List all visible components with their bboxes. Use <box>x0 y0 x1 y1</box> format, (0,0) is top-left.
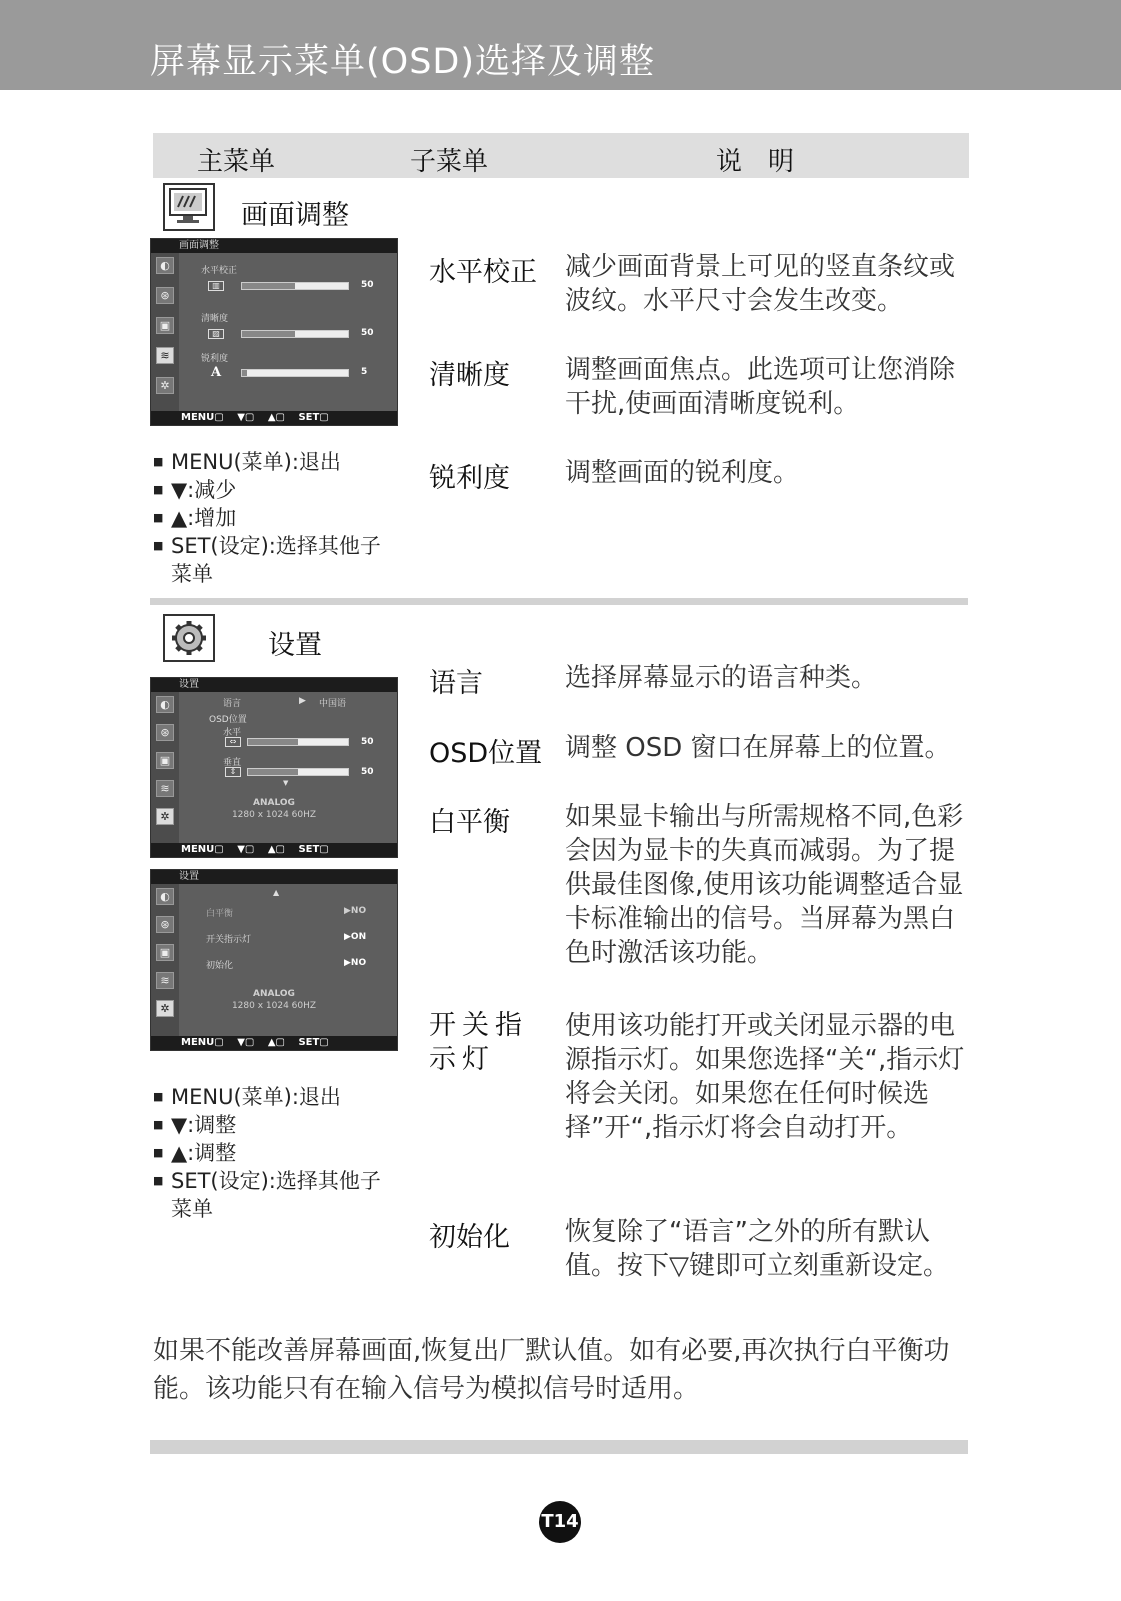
header-explanation: 说 明 <box>716 147 795 177</box>
osd-tab-position-icon: ▣ <box>156 752 174 769</box>
osd-picture-menu <box>150 238 398 426</box>
picture-key-list <box>153 448 398 588</box>
osd-slider <box>241 282 349 290</box>
osd-tab-position-icon: ▣ <box>156 317 174 334</box>
osd-setup-menu-1 <box>150 677 398 858</box>
osd-item-label: 初始化 <box>206 961 234 971</box>
osd-title: 画面调整 <box>151 239 397 253</box>
osd-signal: ANALOG <box>253 798 295 808</box>
entry-term: 白平衡 <box>429 807 510 838</box>
bottom-rule <box>150 1440 968 1454</box>
header-sub-menu: 子菜单 <box>410 147 489 177</box>
sharpness-icon: A <box>211 365 222 380</box>
horizontal-position-icon: ⇔ <box>225 737 241 747</box>
entry-desc: 选择屏幕显示的语言种类。 <box>565 663 878 693</box>
osd-resolution: 1280 x 1024 60HZ <box>231 810 317 820</box>
osd-v-label: 垂直 <box>223 758 242 768</box>
osd-item-label: 锐利度 <box>201 354 229 364</box>
osd-item-label: 白平衡 <box>206 909 234 919</box>
osd-tab-color-icon: ⊛ <box>156 724 174 741</box>
osd-tab-picture-icon: ≋ <box>156 972 174 989</box>
osd-footer: MENU▢ ▼▢ ▲▢ SET▢ <box>151 411 397 425</box>
osd-tab-position-icon: ▣ <box>156 944 174 961</box>
osd-tab-color-icon: ⊛ <box>156 916 174 933</box>
entry-desc: 恢复除了“语言”之外的所有默认值。按下▽键即可立刻重新设定。 <box>565 1217 949 1281</box>
osd-arrow-icon: ▶ <box>299 696 306 706</box>
osd-tab-setup-icon: ✲ <box>156 377 174 394</box>
osd-language-label: 语言 <box>223 699 242 709</box>
osd-slider <box>241 369 349 377</box>
list-item: ■ ▼:调整 <box>153 1111 398 1139</box>
osd-item-label: 开关指示灯 <box>206 935 252 945</box>
entry-desc: 如果显卡输出与所需规格不同,色彩会因为显卡的失真而减弱。为了提供最佳图像,使用该功能调整适合显卡标准输出的信号。当屏幕为黑白色时激活该功能。 <box>565 802 964 968</box>
osd-sidebar <box>151 884 179 1036</box>
setup-section-title: 设置 <box>268 630 322 661</box>
osd-item-value: ▶NO <box>344 906 367 916</box>
osd-tab-picture-icon: ≋ <box>156 780 174 797</box>
top-banner <box>0 0 1121 90</box>
vertical-position-icon: ⇕ <box>225 767 241 777</box>
list-item: ■ ▲:调整 <box>153 1139 398 1167</box>
list-item: ■ MENU(菜单):退出 <box>153 1083 398 1111</box>
osd-tab-setup-icon: ✲ <box>156 1000 174 1017</box>
entry-term: 清晰度 <box>429 360 510 391</box>
setup-key-list <box>153 1083 398 1223</box>
osd-sidebar <box>151 253 179 411</box>
osd-item-label: 清晰度 <box>201 314 229 324</box>
osd-position-label: OSD位置 <box>209 715 247 725</box>
gear-icon <box>163 614 215 662</box>
page-title: 屏幕显示菜单(OSD)选择及调整 <box>150 42 656 82</box>
entry-term: 初始化 <box>429 1222 510 1253</box>
osd-slider <box>247 738 349 746</box>
osd-tab-brightness-icon: ◐ <box>156 257 174 274</box>
list-item: ■ ▲:增加 <box>153 504 398 532</box>
osd-title: 设置 <box>151 678 397 692</box>
osd-slider <box>241 330 349 338</box>
entry-term: 开关指示灯 <box>429 1010 528 1075</box>
osd-setup-menu-2 <box>150 869 398 1051</box>
entry-desc: 调整 OSD 窗口在屏幕上的位置。 <box>565 733 951 763</box>
osd-title: 设置 <box>151 870 397 884</box>
entry-term: 锐利度 <box>429 463 510 494</box>
section-divider <box>150 598 968 605</box>
entry-desc: 调整画面的锐利度。 <box>565 458 800 488</box>
list-item: ■ MENU(菜单):退出 <box>153 448 398 476</box>
entry-term: 语言 <box>429 668 483 699</box>
osd-tab-picture-icon: ≋ <box>156 347 174 364</box>
osd-item-label: 水平校正 <box>201 266 238 276</box>
list-item: ■ SET(设定):选择其他子菜单 <box>153 532 398 588</box>
page-number: T14 <box>539 1501 581 1543</box>
osd-resolution: 1280 x 1024 60HZ <box>231 1001 317 1011</box>
osd-footer: MENU▢ ▼▢ ▲▢ SET▢ <box>151 843 397 857</box>
footnote: 如果不能改善屏幕画面,恢复出厂默认值。如有必要,再次执行白平衡功能。该功能只有在输入信号为模拟信号时适用。 <box>153 1336 950 1404</box>
header-main-menu: 主菜单 <box>197 147 276 177</box>
clarity-icon: ▨ <box>208 329 224 339</box>
list-item: ■ SET(设定):选择其他子菜单 <box>153 1167 398 1223</box>
osd-tab-brightness-icon: ◐ <box>156 696 174 713</box>
osd-item-value: 5 <box>361 367 368 377</box>
table-header <box>153 133 969 178</box>
entry-desc: 使用该功能打开或关闭显示器的电源指示灯。如果您选择“关“,指示灯将会关闭。如果您在任何时候选择”开“,指示灯将会自动打开。 <box>565 1011 965 1143</box>
list-item: ■ ▼:减少 <box>153 476 398 504</box>
osd-language-value: 中国语 <box>319 699 347 709</box>
osd-sidebar <box>151 692 179 843</box>
osd-item-value: ▶NO <box>344 958 367 968</box>
osd-signal: ANALOG <box>253 989 295 999</box>
entry-term: OSD位置 <box>429 738 543 769</box>
osd-h-value: 50 <box>361 737 374 747</box>
osd-tab-color-icon: ⊛ <box>156 287 174 304</box>
entry-term: 水平校正 <box>429 257 537 288</box>
scroll-down-icon: ▼ <box>283 779 289 787</box>
osd-tab-setup-icon: ✲ <box>156 808 174 825</box>
monitor-icon <box>163 183 215 231</box>
osd-item-value: 50 <box>361 328 374 338</box>
osd-item-value: 50 <box>361 280 374 290</box>
entry-desc: 减少画面背景上可见的竖直条纹或波纹。水平尺寸会发生改变。 <box>565 252 956 316</box>
osd-slider <box>247 768 349 776</box>
osd-item-value: ▶ON <box>344 932 367 942</box>
osd-h-label: 水平 <box>223 728 242 738</box>
osd-footer: MENU▢ ▼▢ ▲▢ SET▢ <box>151 1036 397 1050</box>
osd-tab-brightness-icon: ◐ <box>156 888 174 905</box>
scroll-up-icon: ▲ <box>273 888 280 897</box>
entry-desc: 调整画面焦点。此选项可让您消除干扰,使画面清晰度锐利。 <box>565 355 956 419</box>
picture-section-title: 画面调整 <box>241 200 349 231</box>
osd-v-value: 50 <box>361 767 374 777</box>
horizontal-icon: ▥ <box>208 281 224 291</box>
